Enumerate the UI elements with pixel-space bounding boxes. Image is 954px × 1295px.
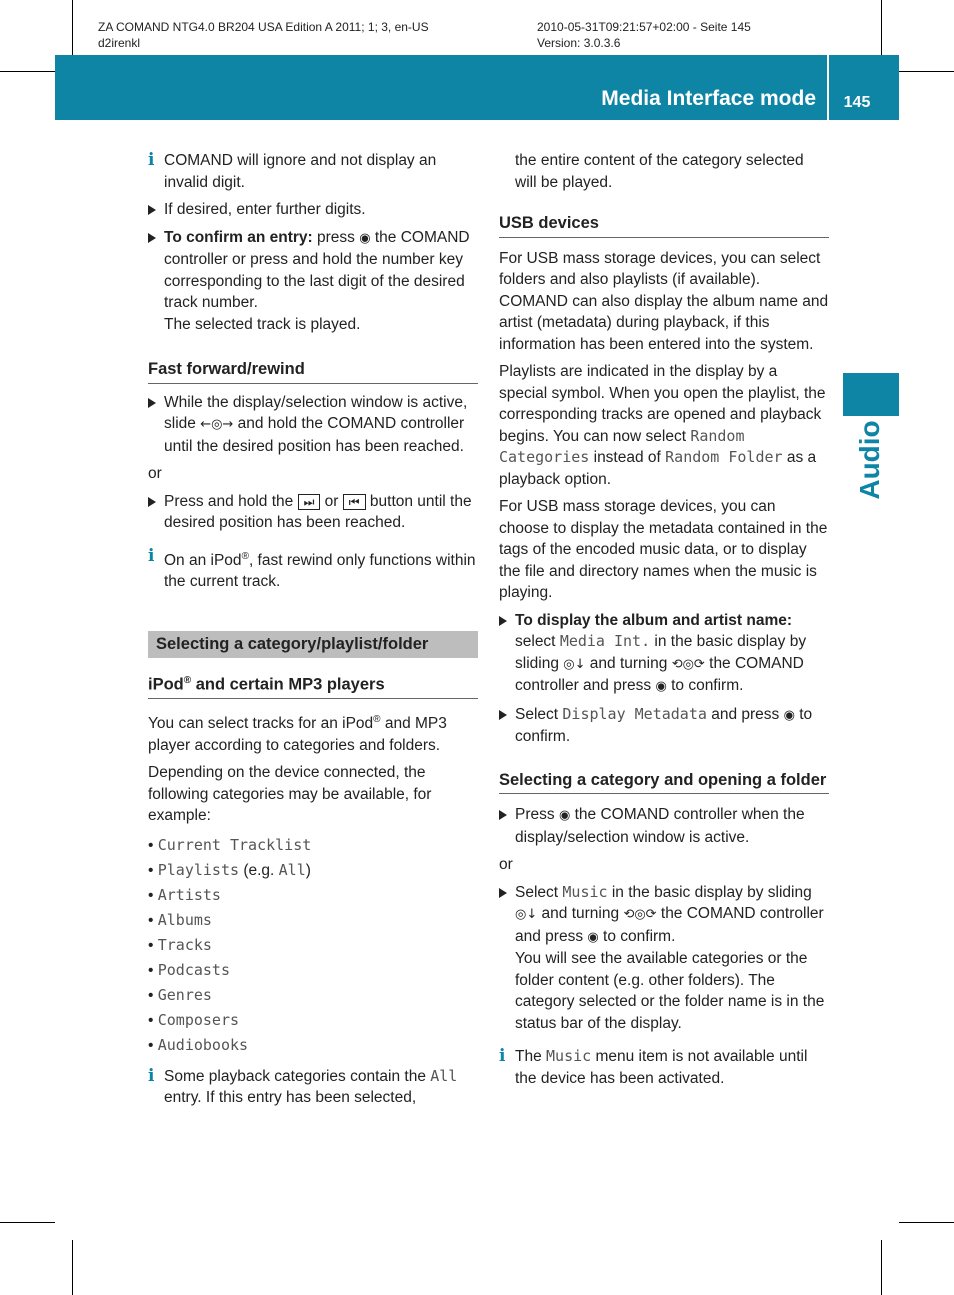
info-note: i On an iPod®, fast rewind only functions within the current track. bbox=[148, 545, 476, 591]
step-text: the COMAND controller when the display/selection window is active. bbox=[515, 806, 805, 846]
info-text: menu item is not available until the device has been activated. bbox=[515, 1048, 808, 1087]
menu-option: Random Categories bbox=[499, 426, 745, 466]
step-arrow-icon bbox=[148, 497, 156, 507]
info-text: entry. If this entry has been selected, bbox=[164, 1089, 417, 1107]
menu-option: Music bbox=[546, 1047, 592, 1065]
crop-mark bbox=[72, 0, 73, 55]
slide-down-icon: ◎↓ bbox=[563, 656, 586, 672]
step-arrow-icon bbox=[148, 233, 156, 243]
list-item: • Genres bbox=[148, 985, 212, 1004]
step-arrow-icon bbox=[499, 710, 507, 720]
heading-fast-forward: Fast forward/rewind bbox=[148, 359, 478, 384]
category-name: Artists bbox=[157, 885, 221, 904]
paragraph: You can select tracks for an iPod® and MP3 player according to categories and folders. bbox=[148, 714, 447, 754]
heading-text: iPod bbox=[148, 675, 184, 694]
category-name: Podcasts bbox=[157, 960, 230, 979]
crop-mark bbox=[899, 1222, 954, 1223]
step-text: Press bbox=[515, 806, 559, 823]
step-arrow-icon bbox=[499, 810, 507, 820]
step-text: While the display/selection window is active, slide bbox=[164, 393, 468, 432]
list-item: • Artists bbox=[148, 885, 221, 904]
step-text: in the basic display by sliding bbox=[607, 883, 812, 901]
slide-down-icon: ◎↓ bbox=[515, 907, 538, 922]
press-controller-icon: ◉ bbox=[587, 929, 599, 945]
list-item: • Tracks bbox=[148, 935, 212, 954]
info-note bbox=[148, 1066, 478, 1109]
step-text: in the basic display by sliding bbox=[515, 633, 807, 672]
press-controller-icon: ◉ bbox=[558, 808, 571, 823]
turn-controller-icon: ⟲◎⟳ bbox=[671, 656, 705, 672]
step-text: Select bbox=[515, 705, 563, 723]
page-number: 145 bbox=[843, 94, 871, 111]
info-icon: i bbox=[148, 545, 155, 566]
crop-mark bbox=[0, 71, 55, 72]
press-controller-icon: ◉ bbox=[783, 707, 795, 723]
paragraph-text: instead of bbox=[589, 449, 666, 466]
paragraph-text: as a playback option. bbox=[499, 449, 817, 488]
heading-text: and certain MP3 players bbox=[191, 675, 385, 694]
side-tab bbox=[842, 420, 898, 500]
crop-mark bbox=[72, 1240, 73, 1295]
menu-option: Display Metadata bbox=[562, 704, 707, 723]
press-controller-icon: ◉ bbox=[359, 230, 371, 246]
info-icon: i bbox=[499, 1046, 506, 1066]
turn-controller-icon: ⟲◎⟳ bbox=[623, 907, 657, 922]
step-arrow-icon bbox=[499, 888, 507, 898]
step-text: or bbox=[320, 492, 343, 510]
category-name: Tracks bbox=[157, 935, 212, 954]
paragraph-text: Playlists are indicated in the display by a special symbol. When you open the playlist, the corresponding tracks are opened and playback begins. You can now select bbox=[499, 363, 826, 445]
list-item: • Playlists (e.g. All) bbox=[148, 860, 311, 879]
skip-forward-icon: ⏭ bbox=[298, 494, 321, 510]
meta-line: Version: 3.0.3.6 bbox=[537, 36, 621, 50]
step bbox=[148, 392, 478, 458]
info-text: On an iPod bbox=[164, 551, 242, 569]
or-text: or bbox=[148, 465, 162, 482]
step-text: Press and hold the bbox=[164, 492, 298, 510]
heading-usb: USB devices bbox=[499, 213, 829, 238]
slide-left-right-icon: ←◎→ bbox=[200, 417, 234, 432]
category-name: Albums bbox=[157, 910, 212, 929]
menu-option: Media Int. bbox=[559, 632, 651, 650]
step-arrow-icon bbox=[499, 616, 507, 626]
meta-line: d2irenkl bbox=[98, 36, 141, 50]
step bbox=[499, 704, 829, 748]
list-item: • Podcasts bbox=[148, 960, 230, 979]
info-icon: i bbox=[148, 150, 155, 170]
crop-mark bbox=[899, 71, 954, 72]
step-text: to confirm. bbox=[515, 705, 813, 745]
step-text: the COMAND controller and press bbox=[515, 654, 804, 694]
category-name: Playlists bbox=[157, 860, 240, 879]
paragraph-text: and MP3 player according to categories and folders. bbox=[148, 715, 447, 754]
example-text: ) bbox=[305, 861, 311, 879]
step-arrow-icon bbox=[148, 398, 156, 408]
step bbox=[148, 227, 478, 336]
step-text: and turning bbox=[585, 654, 672, 672]
heading-ipod: iPod® and certain MP3 players bbox=[148, 670, 478, 699]
list-item: • Albums bbox=[148, 910, 212, 929]
crop-mark bbox=[881, 0, 882, 55]
section-heading: Selecting a category/playlist/folder bbox=[148, 631, 478, 659]
category-name: All bbox=[430, 1066, 458, 1085]
category-name: Composers bbox=[157, 1010, 240, 1029]
info-text: COMAND will ignore and not display an invalid digit. bbox=[164, 152, 437, 191]
press-controller-icon: ◉ bbox=[655, 679, 667, 694]
heading-category-folder: Selecting a category and opening a folder bbox=[499, 770, 829, 795]
print-meta-left bbox=[98, 19, 429, 51]
category-name: Audiobooks bbox=[157, 1035, 249, 1054]
step-text: and hold the COMAND controller until the desired position has been reached. bbox=[164, 415, 465, 455]
info-note bbox=[148, 150, 478, 193]
page-title: Media Interface mode bbox=[601, 87, 816, 110]
step-bold: To confirm an entry: bbox=[164, 228, 313, 246]
menu-option: Music bbox=[562, 882, 608, 901]
print-meta-right bbox=[537, 19, 751, 51]
info-text: , fast rewind only functions within the current track. bbox=[164, 551, 476, 591]
or-text: or bbox=[499, 856, 513, 873]
meta-line: 2010-05-31T09:21:57+02:00 - Seite 145 bbox=[537, 20, 751, 34]
paragraph-text: You can select tracks for an iPod bbox=[148, 715, 374, 733]
step-text: and press bbox=[706, 705, 784, 723]
category-name: All bbox=[278, 860, 306, 879]
step-text: the COMAND controller and press bbox=[515, 905, 824, 945]
step-arrow-icon bbox=[148, 205, 156, 215]
paragraph bbox=[499, 361, 829, 490]
menu-option: Random Folder bbox=[665, 448, 783, 466]
paragraph: For USB mass storage devices, you can select folders and also playlists (if available). COMAND can also display the album name and artist (metadata) during playback, if this information has been entered into the system. bbox=[499, 249, 829, 353]
step-text: button until the desired position has been reached. bbox=[164, 492, 472, 531]
list-item: • Audiobooks bbox=[148, 1035, 249, 1054]
step-text: and turning bbox=[537, 905, 624, 922]
info-continuation: the entire content of the category selected will be played. bbox=[515, 152, 804, 191]
step-result: The selected track is played. bbox=[164, 315, 361, 333]
step bbox=[499, 610, 829, 698]
step-text: to confirm. bbox=[598, 927, 676, 945]
step-result: You will see the available categories or the folder content (e.g. other folders). The category selected or the folder name is in the status bar of the display. bbox=[515, 950, 825, 1032]
right-column bbox=[499, 150, 829, 1095]
category-name: Genres bbox=[157, 985, 212, 1004]
list-item: • Composers bbox=[148, 1010, 240, 1029]
step-text: to confirm. bbox=[666, 677, 744, 694]
step bbox=[148, 491, 478, 534]
step-text: press bbox=[312, 228, 360, 246]
left-column bbox=[148, 150, 478, 1115]
paragraph: Depending on the device connected, the following categories may be available, for example: bbox=[148, 764, 432, 825]
step-bold: To display the album and artist name: bbox=[515, 611, 793, 629]
list-item: • Current Tracklist bbox=[148, 835, 312, 854]
side-tab-label: Audio bbox=[854, 420, 885, 500]
crop-mark bbox=[0, 1222, 55, 1223]
info-text: The bbox=[515, 1048, 547, 1065]
paragraph: For USB mass storage devices, you can choose to display the metadata contained in the tags of the encoded music data, or to display the file and directory names when the music is playing. bbox=[499, 498, 828, 601]
step bbox=[499, 882, 829, 1035]
category-name: Current Tracklist bbox=[157, 835, 312, 854]
info-note bbox=[499, 1046, 829, 1089]
step-text: Select bbox=[515, 883, 563, 901]
skip-back-icon: ⏮ bbox=[343, 494, 366, 510]
header-divider bbox=[827, 55, 829, 120]
step bbox=[148, 199, 478, 221]
meta-line: ZA COMAND NTG4.0 BR204 USA Edition A 2011; 1; 3, en-US bbox=[98, 20, 429, 34]
crop-mark bbox=[881, 1240, 882, 1295]
step-text: If desired, enter further digits. bbox=[164, 201, 366, 218]
side-tab-marker bbox=[843, 373, 899, 416]
step-text: the COMAND controller or press and hold the number key corresponding to the last digit of the desired track number. bbox=[164, 228, 470, 311]
step-text: select bbox=[515, 633, 560, 650]
info-text: Some playback categories contain the bbox=[164, 1067, 431, 1085]
step bbox=[499, 804, 829, 848]
category-list bbox=[148, 833, 478, 1058]
example-text: (e.g. bbox=[239, 861, 279, 879]
info-icon: i bbox=[148, 1065, 155, 1086]
